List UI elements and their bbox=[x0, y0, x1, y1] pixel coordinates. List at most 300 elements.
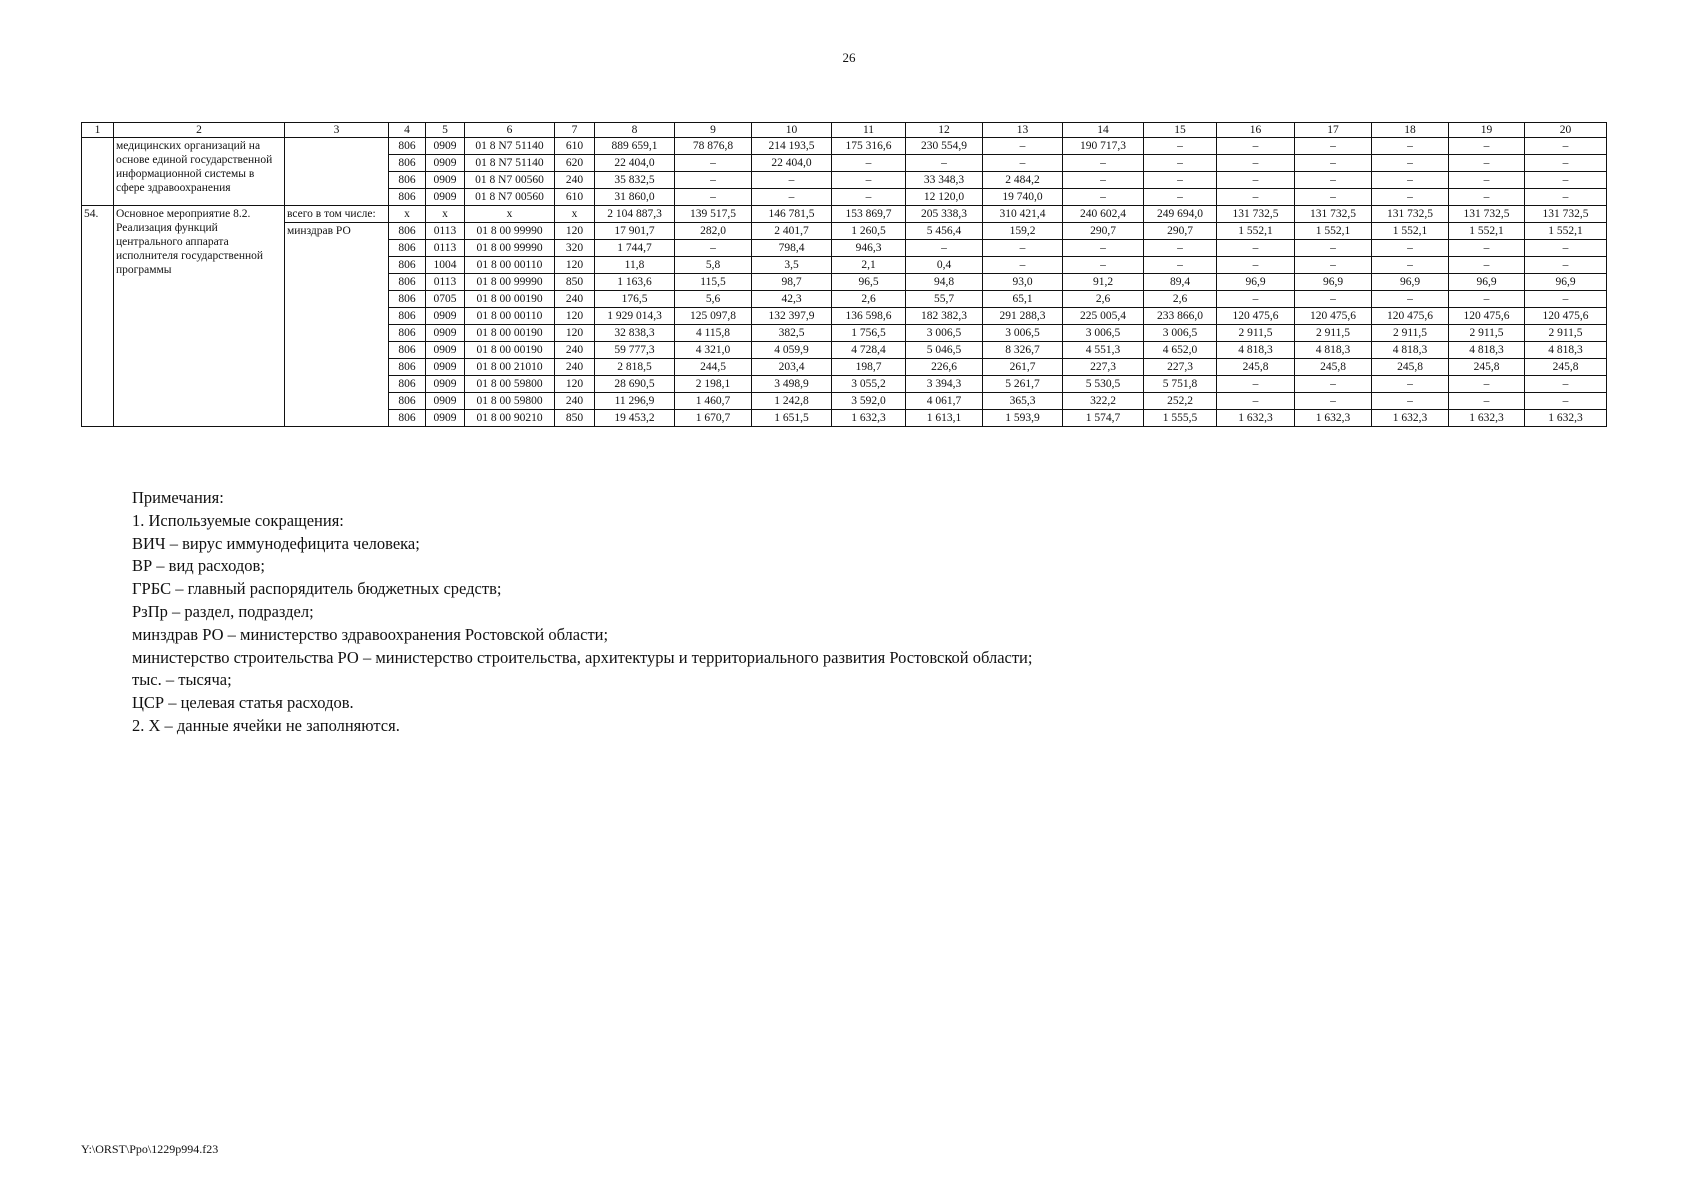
table-cell: – bbox=[752, 172, 832, 189]
table-cell: x bbox=[389, 206, 426, 223]
column-number-cell: 4 bbox=[389, 123, 426, 138]
table-cell: 3 006,5 bbox=[1144, 325, 1217, 342]
table-cell: – bbox=[1372, 393, 1449, 410]
column-number-cell: 2 bbox=[114, 123, 285, 138]
table-cell: 322,2 bbox=[1063, 393, 1144, 410]
table-cell: 240 bbox=[555, 359, 595, 376]
table-cell: 806 bbox=[389, 223, 426, 240]
table-cell: 610 bbox=[555, 138, 595, 155]
table-cell: 120 475,6 bbox=[1372, 308, 1449, 325]
column-number-cell: 7 bbox=[555, 123, 595, 138]
table-cell: – bbox=[675, 155, 752, 172]
table-cell: 01 8 N7 00560 bbox=[465, 189, 555, 206]
table-cell: 3 498,9 bbox=[752, 376, 832, 393]
table-cell: – bbox=[1217, 189, 1295, 206]
table-cell: 1004 bbox=[426, 257, 465, 274]
table-cell: x bbox=[555, 206, 595, 223]
table-cell: – bbox=[1063, 189, 1144, 206]
table-cell: 290,7 bbox=[1063, 223, 1144, 240]
table-cell: 245,8 bbox=[1295, 359, 1372, 376]
table-cell: 850 bbox=[555, 274, 595, 291]
table-cell: 0909 bbox=[426, 308, 465, 325]
table-cell: 806 bbox=[389, 308, 426, 325]
table-cell: 96,9 bbox=[1372, 274, 1449, 291]
table-cell: 1 552,1 bbox=[1449, 223, 1525, 240]
table-cell: – bbox=[1372, 240, 1449, 257]
executor-cell: минздрав РО bbox=[285, 223, 389, 427]
table-cell: 131 732,5 bbox=[1217, 206, 1295, 223]
table-cell: – bbox=[1063, 172, 1144, 189]
table-cell: 203,4 bbox=[752, 359, 832, 376]
table-cell: 2 198,1 bbox=[675, 376, 752, 393]
table-cell: 42,3 bbox=[752, 291, 832, 308]
table-cell: – bbox=[1525, 138, 1607, 155]
table-cell: – bbox=[1372, 291, 1449, 308]
table-cell: – bbox=[1372, 155, 1449, 172]
note-line: министерство строительства РО – министерство строительства, архитектуры и территориального развития Ростовской области; bbox=[132, 647, 1033, 667]
table-cell: 806 bbox=[389, 376, 426, 393]
table-cell: – bbox=[1525, 257, 1607, 274]
table-cell: 4 728,4 bbox=[832, 342, 906, 359]
table-cell: 2 104 887,3 bbox=[595, 206, 675, 223]
table-cell: 365,3 bbox=[983, 393, 1063, 410]
table-cell: 8 326,7 bbox=[983, 342, 1063, 359]
table-cell: – bbox=[1525, 189, 1607, 206]
table-cell: 806 bbox=[389, 393, 426, 410]
table-cell: – bbox=[1449, 291, 1525, 308]
table-cell: – bbox=[1449, 155, 1525, 172]
table-cell: 1 242,8 bbox=[752, 393, 832, 410]
table-cell: – bbox=[1144, 138, 1217, 155]
table-row-total bbox=[82, 206, 1607, 223]
table-cell: 2,1 bbox=[832, 257, 906, 274]
table-cell: 806 bbox=[389, 138, 426, 155]
table-cell: 240 602,4 bbox=[1063, 206, 1144, 223]
table-cell: 240 bbox=[555, 393, 595, 410]
column-number-cell: 9 bbox=[675, 123, 752, 138]
table-cell: – bbox=[1217, 291, 1295, 308]
table-cell: 806 bbox=[389, 172, 426, 189]
table-cell: 3 006,5 bbox=[906, 325, 983, 342]
note-line: тыс. – тысяча; bbox=[132, 670, 232, 690]
table-cell: 32 838,3 bbox=[595, 325, 675, 342]
table-cell: 4 818,3 bbox=[1295, 342, 1372, 359]
table-cell: 806 bbox=[389, 291, 426, 308]
table-cell: 98,7 bbox=[752, 274, 832, 291]
table-cell: 2 911,5 bbox=[1525, 325, 1607, 342]
table-cell: 2,6 bbox=[832, 291, 906, 308]
notes-section bbox=[132, 487, 1032, 738]
table-cell: 2 911,5 bbox=[1295, 325, 1372, 342]
table-cell: 31 860,0 bbox=[595, 189, 675, 206]
table-cell: 136 598,6 bbox=[832, 308, 906, 325]
column-number-cell: 6 bbox=[465, 123, 555, 138]
table-cell: 01 8 00 59800 bbox=[465, 393, 555, 410]
table-cell: 249 694,0 bbox=[1144, 206, 1217, 223]
table-cell: 1 632,3 bbox=[1372, 410, 1449, 427]
table-cell: 1 744,7 bbox=[595, 240, 675, 257]
table-cell: 120 475,6 bbox=[1217, 308, 1295, 325]
table-cell: 310 421,4 bbox=[983, 206, 1063, 223]
table-cell: 282,0 bbox=[675, 223, 752, 240]
table-cell: – bbox=[832, 189, 906, 206]
table-cell: – bbox=[1063, 240, 1144, 257]
table-cell: – bbox=[1144, 155, 1217, 172]
note-line: РзПр – раздел, подраздел; bbox=[132, 601, 314, 621]
table-cell: x bbox=[426, 206, 465, 223]
table-cell: 190 717,3 bbox=[1063, 138, 1144, 155]
table-cell: 1 632,3 bbox=[832, 410, 906, 427]
table-cell: – bbox=[1217, 138, 1295, 155]
table-cell: 91,2 bbox=[1063, 274, 1144, 291]
table-cell: 19 740,0 bbox=[983, 189, 1063, 206]
column-number-cell: 18 bbox=[1372, 123, 1449, 138]
table-cell: – bbox=[1295, 172, 1372, 189]
table-cell: – bbox=[1372, 376, 1449, 393]
table-cell: 0909 bbox=[426, 376, 465, 393]
table-cell: – bbox=[906, 155, 983, 172]
table-cell: – bbox=[1217, 393, 1295, 410]
table-cell: – bbox=[1217, 257, 1295, 274]
table-cell: – bbox=[906, 240, 983, 257]
table-cell: 3 006,5 bbox=[1063, 325, 1144, 342]
table-cell: 261,7 bbox=[983, 359, 1063, 376]
table-cell: 01 8 00 59800 bbox=[465, 376, 555, 393]
column-number-cell: 3 bbox=[285, 123, 389, 138]
table-cell: 175 316,6 bbox=[832, 138, 906, 155]
table-cell: 0705 bbox=[426, 291, 465, 308]
table-cell: 96,9 bbox=[1525, 274, 1607, 291]
table-cell: 5,6 bbox=[675, 291, 752, 308]
table-cell: 798,4 bbox=[752, 240, 832, 257]
table-cell: – bbox=[1295, 155, 1372, 172]
table-cell: – bbox=[1217, 155, 1295, 172]
table-row bbox=[82, 223, 1607, 240]
table-cell: 240 bbox=[555, 291, 595, 308]
table-cell: 132 397,9 bbox=[752, 308, 832, 325]
table-cell: 120 bbox=[555, 223, 595, 240]
table-cell: 1 632,3 bbox=[1295, 410, 1372, 427]
executor-cell bbox=[285, 138, 389, 206]
table-cell: 3 055,2 bbox=[832, 376, 906, 393]
table-cell: 0909 bbox=[426, 393, 465, 410]
table-cell: 2 818,5 bbox=[595, 359, 675, 376]
table-cell: 01 8 00 00110 bbox=[465, 308, 555, 325]
column-number-cell: 8 bbox=[595, 123, 675, 138]
table-cell: 1 632,3 bbox=[1525, 410, 1607, 427]
table-cell: 0909 bbox=[426, 172, 465, 189]
table-cell: – bbox=[1295, 240, 1372, 257]
table-cell: 01 8 00 99990 bbox=[465, 274, 555, 291]
table-cell: 1 613,1 bbox=[906, 410, 983, 427]
footer-file-path: Y:\ORST\Ppo\1229p994.f23 bbox=[81, 1142, 219, 1156]
table-cell: 120 bbox=[555, 308, 595, 325]
table-cell: – bbox=[1525, 155, 1607, 172]
table-cell: 610 bbox=[555, 189, 595, 206]
table-cell: 2,6 bbox=[1144, 291, 1217, 308]
table-cell: 225 005,4 bbox=[1063, 308, 1144, 325]
table-cell: 55,7 bbox=[906, 291, 983, 308]
table-cell: – bbox=[1295, 189, 1372, 206]
table-cell: – bbox=[1144, 189, 1217, 206]
table-cell: 3,5 bbox=[752, 257, 832, 274]
executor-total-cell: всего в том числе: bbox=[285, 206, 389, 223]
table-cell: – bbox=[1449, 172, 1525, 189]
table-cell: 22 404,0 bbox=[752, 155, 832, 172]
table-cell: – bbox=[983, 155, 1063, 172]
table-cell: 78 876,8 bbox=[675, 138, 752, 155]
table-cell: 01 8 00 00190 bbox=[465, 325, 555, 342]
table-cell: 4 818,3 bbox=[1525, 342, 1607, 359]
table-cell: – bbox=[983, 257, 1063, 274]
row-number-cell bbox=[82, 138, 114, 206]
table-cell: – bbox=[675, 189, 752, 206]
column-number-cell: 20 bbox=[1525, 123, 1607, 138]
table-row bbox=[82, 138, 1607, 155]
table-cell: 01 8 00 00190 bbox=[465, 291, 555, 308]
table-cell: – bbox=[1217, 172, 1295, 189]
table-cell: 2 911,5 bbox=[1449, 325, 1525, 342]
table-cell: 120 475,6 bbox=[1449, 308, 1525, 325]
note-line: 1. Используемые сокращения: bbox=[132, 510, 344, 530]
table-cell: 4 818,3 bbox=[1449, 342, 1525, 359]
table-cell: – bbox=[1295, 376, 1372, 393]
table-cell: 01 8 N7 00560 bbox=[465, 172, 555, 189]
note-line: ГРБС – главный распорядитель бюджетных средств; bbox=[132, 579, 502, 599]
table-cell: – bbox=[832, 155, 906, 172]
table-cell: 59 777,3 bbox=[595, 342, 675, 359]
table-cell: 244,5 bbox=[675, 359, 752, 376]
table-cell: 320 bbox=[555, 240, 595, 257]
table-cell: 93,0 bbox=[983, 274, 1063, 291]
table-cell: 240 bbox=[555, 342, 595, 359]
table-cell: 11 296,9 bbox=[595, 393, 675, 410]
table-cell: 28 690,5 bbox=[595, 376, 675, 393]
table-cell: 214 193,5 bbox=[752, 138, 832, 155]
table-cell: 0909 bbox=[426, 155, 465, 172]
table-cell: 198,7 bbox=[832, 359, 906, 376]
table-cell: 233 866,0 bbox=[1144, 308, 1217, 325]
table-cell: – bbox=[1144, 240, 1217, 257]
table-cell: 5 530,5 bbox=[1063, 376, 1144, 393]
table-cell: 1 552,1 bbox=[1372, 223, 1449, 240]
table-cell: 35 832,5 bbox=[595, 172, 675, 189]
column-number-cell: 17 bbox=[1295, 123, 1372, 138]
table-cell: 4 061,7 bbox=[906, 393, 983, 410]
table-cell: 850 bbox=[555, 410, 595, 427]
table-cell: 89,4 bbox=[1144, 274, 1217, 291]
table-cell: 0909 bbox=[426, 138, 465, 155]
column-number-cell: 1 bbox=[82, 123, 114, 138]
table-cell: 2 401,7 bbox=[752, 223, 832, 240]
table-cell: 1 552,1 bbox=[1525, 223, 1607, 240]
column-number-cell: 14 bbox=[1063, 123, 1144, 138]
column-number-row bbox=[82, 123, 1607, 138]
table-cell: 131 732,5 bbox=[1372, 206, 1449, 223]
table-cell: 230 554,9 bbox=[906, 138, 983, 155]
table-cell: – bbox=[1449, 138, 1525, 155]
table-cell: – bbox=[1144, 172, 1217, 189]
table-cell: – bbox=[1217, 240, 1295, 257]
note-line: ВИЧ – вирус иммунодефицита человека; bbox=[132, 533, 420, 553]
table-cell: 131 732,5 bbox=[1449, 206, 1525, 223]
table-cell: – bbox=[1449, 376, 1525, 393]
table-cell: – bbox=[1372, 138, 1449, 155]
table-cell: 5 751,8 bbox=[1144, 376, 1217, 393]
table-cell: 65,1 bbox=[983, 291, 1063, 308]
table-cell: 120 bbox=[555, 376, 595, 393]
table-cell: 1 574,7 bbox=[1063, 410, 1144, 427]
table-cell: 1 632,3 bbox=[1217, 410, 1295, 427]
table-cell: 889 659,1 bbox=[595, 138, 675, 155]
table-cell: 806 bbox=[389, 410, 426, 427]
table-cell: 0113 bbox=[426, 274, 465, 291]
table-cell: 1 593,9 bbox=[983, 410, 1063, 427]
note-line: Примечания: bbox=[132, 488, 224, 507]
table-cell: – bbox=[1295, 291, 1372, 308]
table-cell: 1 632,3 bbox=[1449, 410, 1525, 427]
table-cell: – bbox=[1063, 155, 1144, 172]
table-cell: 01 8 00 99990 bbox=[465, 240, 555, 257]
table-cell: 4 551,3 bbox=[1063, 342, 1144, 359]
table-cell: – bbox=[675, 172, 752, 189]
table-cell: – bbox=[983, 138, 1063, 155]
table-cell: 1 756,5 bbox=[832, 325, 906, 342]
table-cell: x bbox=[465, 206, 555, 223]
table-cell: 94,8 bbox=[906, 274, 983, 291]
table-cell: 120 475,6 bbox=[1525, 308, 1607, 325]
table-cell: 3 394,3 bbox=[906, 376, 983, 393]
table-cell: 182 382,3 bbox=[906, 308, 983, 325]
budget-table bbox=[81, 122, 1607, 427]
table-cell: 01 8 00 00110 bbox=[465, 257, 555, 274]
table-cell: – bbox=[1449, 240, 1525, 257]
table-cell: 96,9 bbox=[1449, 274, 1525, 291]
activity-name-cell: Основное мероприятие 8.2. Реализация функций центрального аппарата исполнителя государственной программы bbox=[114, 206, 285, 427]
table-cell: – bbox=[1525, 291, 1607, 308]
column-number-cell: 5 bbox=[426, 123, 465, 138]
table-cell: 806 bbox=[389, 342, 426, 359]
table-cell: – bbox=[1144, 257, 1217, 274]
table-cell: 0909 bbox=[426, 325, 465, 342]
table-cell: 1 670,7 bbox=[675, 410, 752, 427]
table-cell: 11,8 bbox=[595, 257, 675, 274]
table-cell: 159,2 bbox=[983, 223, 1063, 240]
table-cell: 806 bbox=[389, 274, 426, 291]
table-cell: – bbox=[1295, 257, 1372, 274]
table-cell: 153 869,7 bbox=[832, 206, 906, 223]
table-cell: – bbox=[675, 240, 752, 257]
table-cell: 120 bbox=[555, 257, 595, 274]
table-cell: 806 bbox=[389, 325, 426, 342]
table-cell: 240 bbox=[555, 172, 595, 189]
table-cell: 382,5 bbox=[752, 325, 832, 342]
table-cell: – bbox=[1449, 189, 1525, 206]
column-number-cell: 10 bbox=[752, 123, 832, 138]
table-cell: 120 bbox=[555, 325, 595, 342]
table-cell: 5 456,4 bbox=[906, 223, 983, 240]
table-cell: 226,6 bbox=[906, 359, 983, 376]
table-cell: 0909 bbox=[426, 342, 465, 359]
table-cell: – bbox=[1372, 189, 1449, 206]
table-cell: 1 163,6 bbox=[595, 274, 675, 291]
table-cell: 4 059,9 bbox=[752, 342, 832, 359]
table-cell: – bbox=[983, 240, 1063, 257]
table-cell: 245,8 bbox=[1525, 359, 1607, 376]
table-cell: 01 8 00 21010 bbox=[465, 359, 555, 376]
table-cell: 291 288,3 bbox=[983, 308, 1063, 325]
table-cell: 0113 bbox=[426, 223, 465, 240]
table-cell: 01 8 N7 51140 bbox=[465, 138, 555, 155]
table-cell: – bbox=[1217, 376, 1295, 393]
table-cell: 4 818,3 bbox=[1372, 342, 1449, 359]
table-cell: 120 475,6 bbox=[1295, 308, 1372, 325]
table-cell: 131 732,5 bbox=[1525, 206, 1607, 223]
table-cell: – bbox=[1372, 172, 1449, 189]
table-cell: 01 8 00 99990 bbox=[465, 223, 555, 240]
table-cell: 227,3 bbox=[1063, 359, 1144, 376]
table-cell: 806 bbox=[389, 359, 426, 376]
budget-table-container bbox=[81, 122, 1607, 427]
table-cell: – bbox=[1063, 257, 1144, 274]
table-cell: 806 bbox=[389, 189, 426, 206]
column-number-cell: 13 bbox=[983, 123, 1063, 138]
table-cell: 1 555,5 bbox=[1144, 410, 1217, 427]
column-number-cell: 19 bbox=[1449, 123, 1525, 138]
page-number: 26 bbox=[842, 50, 856, 65]
table-cell: 205 338,3 bbox=[906, 206, 983, 223]
note-line: ВР – вид расходов; bbox=[132, 556, 265, 576]
table-cell: 1 260,5 bbox=[832, 223, 906, 240]
table-cell: 806 bbox=[389, 257, 426, 274]
table-cell: 3 592,0 bbox=[832, 393, 906, 410]
table-cell: 01 8 00 90210 bbox=[465, 410, 555, 427]
table-cell: 252,2 bbox=[1144, 393, 1217, 410]
table-cell: 0909 bbox=[426, 410, 465, 427]
row-number-cell: 54. bbox=[82, 206, 114, 427]
table-cell: 33 348,3 bbox=[906, 172, 983, 189]
table-cell: 245,8 bbox=[1372, 359, 1449, 376]
activity-name-cell: медицинских организаций на основе единой государственной информационной системы в сфере здравоохранения bbox=[114, 138, 285, 206]
table-cell: 1 552,1 bbox=[1217, 223, 1295, 240]
column-number-cell: 15 bbox=[1144, 123, 1217, 138]
table-cell: 2,6 bbox=[1063, 291, 1144, 308]
table-cell: – bbox=[1525, 240, 1607, 257]
table-cell: – bbox=[752, 189, 832, 206]
table-cell: – bbox=[1295, 138, 1372, 155]
note-line: ЦСР – целевая статья расходов. bbox=[132, 693, 354, 713]
table-cell: 125 097,8 bbox=[675, 308, 752, 325]
table-cell: 19 453,2 bbox=[595, 410, 675, 427]
table-cell: – bbox=[1525, 172, 1607, 189]
table-cell: 96,9 bbox=[1217, 274, 1295, 291]
table-cell: 115,5 bbox=[675, 274, 752, 291]
table-cell: 2 484,2 bbox=[983, 172, 1063, 189]
table-cell: 5,8 bbox=[675, 257, 752, 274]
note-line: 2. X – данные ячейки не заполняются. bbox=[132, 715, 400, 735]
table-cell: 96,9 bbox=[1295, 274, 1372, 291]
table-cell: 96,5 bbox=[832, 274, 906, 291]
table-cell: 3 006,5 bbox=[983, 325, 1063, 342]
table-cell: – bbox=[1449, 257, 1525, 274]
table-cell: 2 911,5 bbox=[1372, 325, 1449, 342]
column-number-cell: 16 bbox=[1217, 123, 1295, 138]
table-cell: 1 651,5 bbox=[752, 410, 832, 427]
table-cell: 245,8 bbox=[1449, 359, 1525, 376]
table-cell: – bbox=[1449, 393, 1525, 410]
table-cell: – bbox=[1295, 393, 1372, 410]
table-cell: – bbox=[1372, 257, 1449, 274]
